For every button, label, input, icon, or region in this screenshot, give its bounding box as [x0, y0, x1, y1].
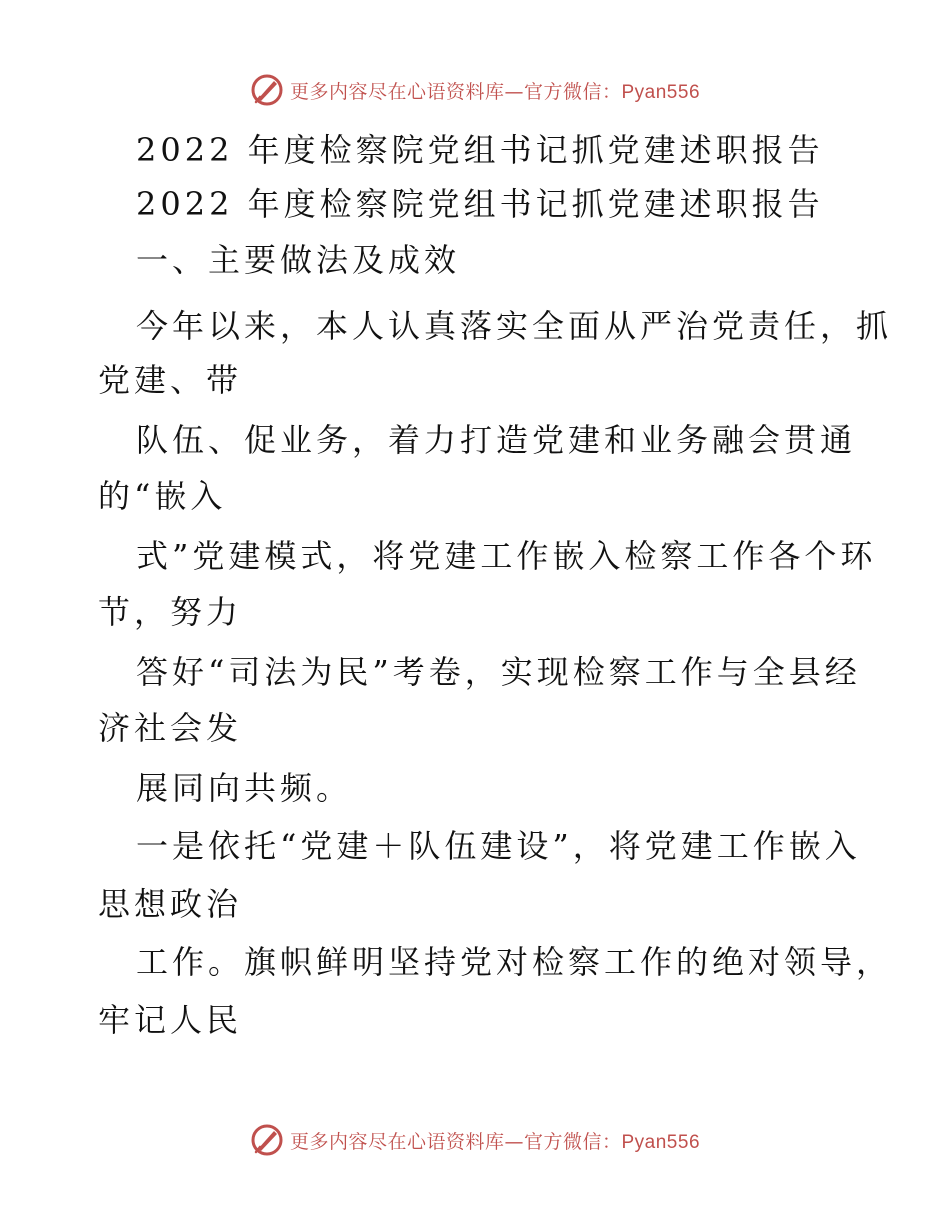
paragraph-line: 思想政治 [98, 885, 243, 923]
paragraph-line: 党建、带 [98, 361, 243, 399]
paragraph-line: 一是依托“党建＋队伍建设”，将党建工作嵌入 [136, 827, 861, 865]
footer-banner [0, 1120, 950, 1160]
banner-content [250, 1123, 700, 1157]
paragraph-line: 式”党建模式，将党建工作嵌入检察工作各个环 [136, 537, 877, 575]
banner-text [290, 77, 700, 104]
banner-separator: — [504, 80, 524, 103]
paragraph-line: 队伍、促业务，着力打造党建和业务融会贯通 [136, 421, 857, 459]
banner-slogan: 更多内容尽在心语资料库 [289, 1130, 505, 1153]
paragraph-line: 展同向共频。 [136, 769, 353, 807]
banner-wechat-label: 官方微信： [523, 1130, 622, 1153]
paragraph-line: 工作。旗帜鲜明坚持党对检察工作的绝对领导， [136, 943, 893, 981]
paragraph-line: 答好“司法为民”考卷，实现检察工作与全县经 [136, 653, 861, 691]
paragraph-line: 节，努力 [98, 593, 243, 631]
document-title: 2022 年度检察院党组书记抓党建述职报告 [136, 131, 824, 169]
banner-account: Pyan556 [621, 1131, 701, 1153]
banner-wechat-label: 官方微信： [523, 80, 622, 103]
quill-logo-icon [250, 73, 284, 107]
paragraph-line: 今年以来，本人认真落实全面从严治党责任，抓 [136, 307, 893, 345]
banner-slogan: 更多内容尽在心语资料库 [289, 80, 505, 103]
paragraph-line: 的“嵌入 [98, 477, 227, 515]
section-heading: 一、主要做法及成效 [136, 241, 461, 279]
quill-logo-icon [250, 1123, 284, 1157]
document-title-repeat: 2022 年度检察院党组书记抓党建述职报告 [136, 185, 824, 223]
paragraph-line: 牢记人民 [98, 1001, 243, 1039]
banner-text [290, 1127, 700, 1154]
banner-account: Pyan556 [621, 81, 701, 103]
header-banner [0, 70, 950, 110]
banner-separator: — [504, 1130, 524, 1153]
paragraph-line: 济社会发 [98, 709, 243, 747]
banner-content [250, 73, 700, 107]
